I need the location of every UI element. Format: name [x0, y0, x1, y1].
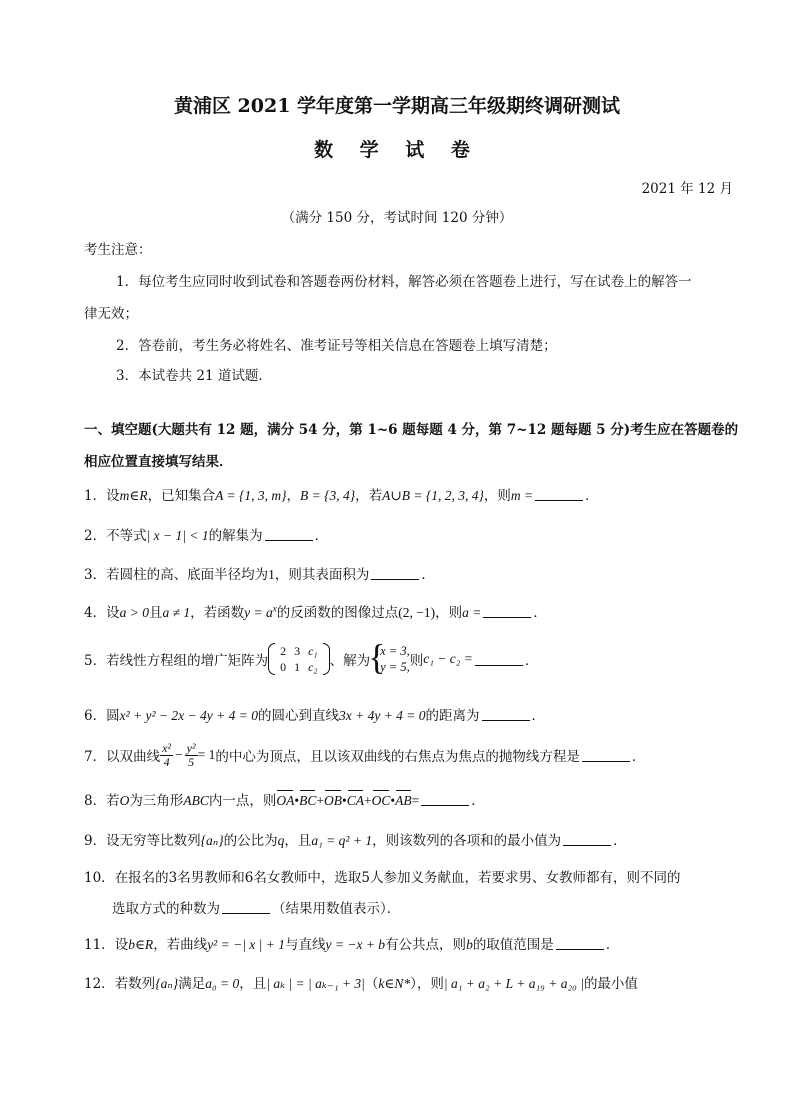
q8-text-e: 内一点，则 [208, 793, 277, 809]
q4-math-b: a > 0 [119, 605, 149, 620]
fraction-numerator: x² [162, 740, 172, 755]
q9-text-c: 的公比为 [223, 833, 278, 849]
plus-operator: + [316, 793, 324, 808]
q12-text-g: （ [364, 976, 379, 992]
question-number: 11． [84, 937, 115, 953]
answer-blank[interactable] [483, 605, 531, 618]
vector-bc: BC [299, 793, 317, 808]
q12-text-i: ），则 [410, 976, 444, 992]
solution-system [370, 643, 410, 675]
q1-math-b: m∈R [119, 488, 148, 503]
q3-text-a: 若圆柱的高、底面半径均为 [106, 567, 269, 583]
dot-operator: • [390, 793, 396, 808]
q5-text-a: 若线性方程组的增广矩阵为 [106, 653, 269, 669]
fraction [185, 742, 198, 769]
q8-text-a: 若 [106, 793, 120, 809]
q11-text-i: 的取值范围是 [472, 937, 554, 953]
q12-math-h: k∈N* [378, 976, 411, 991]
q2-text-c: 的解集为 [208, 528, 263, 544]
q5-text-b: 、解为 [329, 653, 371, 669]
matrix-cell: 0 [280, 660, 287, 674]
q5-text-c: 则 [409, 653, 424, 669]
q9-text-e: ，且 [284, 833, 312, 849]
matrix-cell: 2 [280, 644, 287, 658]
q9-math-d: q [277, 833, 285, 848]
vector-ca: CA [346, 793, 364, 808]
q12-text-l: 的最小值 [583, 976, 638, 992]
question-1 [84, 484, 599, 504]
q12-text-a: 若数列 [114, 976, 156, 992]
q7-text-a: 以双曲线 [106, 749, 161, 765]
dot-operator: • [341, 793, 347, 808]
answer-blank[interactable] [482, 708, 530, 721]
q4-end: ． [533, 605, 547, 621]
q11-math-b: b∈R [128, 937, 154, 952]
question-number: 3． [84, 567, 107, 583]
q8-math-b: O [119, 793, 130, 808]
q2-math-b: | x − 1| < 1 [146, 528, 209, 543]
dot-operator: • [294, 793, 300, 808]
system-line-2: y = 5, [380, 660, 410, 674]
q4-text-i: ，则 [435, 605, 463, 621]
q2-text-a: 不等式 [106, 528, 147, 544]
question-number: 8． [84, 793, 107, 809]
q11-text-a: 设 [114, 937, 129, 953]
answer-blank[interactable] [222, 901, 270, 914]
q12-math-j: | a₁ + a₂ + L + a₁₉ + a₂₀ | [443, 976, 584, 991]
q6-end: ． [531, 708, 546, 724]
q11-text-g: 有公共点，则 [385, 937, 467, 953]
question-11 [84, 933, 619, 953]
system-line-1: { x = 3, [380, 644, 410, 658]
q9-math-b: {aₙ} [200, 833, 224, 848]
vector-oc: OC [371, 793, 391, 808]
answer-blank[interactable] [371, 567, 419, 580]
matrix-cell: 3 [294, 644, 301, 658]
question-10 [84, 866, 680, 886]
exam-title: 黄浦区 2021 学年度第一学期高三年级期终调研测试 [173, 95, 621, 117]
q4-text-e: ，若函数 [190, 605, 245, 621]
answer-blank[interactable] [475, 653, 523, 666]
question-number: 9． [84, 833, 107, 849]
q12-math-b: {aₙ} [155, 976, 179, 991]
q4-math-j: a = [462, 605, 482, 620]
q9-text-g: ，则该数列的各项和的最小值为 [372, 833, 562, 849]
q5-math-d: c₁ − c₂ = [423, 651, 473, 666]
q3-end: ． [421, 567, 435, 583]
answer-blank[interactable] [563, 833, 611, 846]
section-1-heading-line-2: 相应位置直接填写结果． [84, 454, 233, 470]
question-6 [84, 704, 545, 724]
q11-end: ． [605, 937, 620, 953]
q11-math-d: y² = −| x | + 1 [207, 937, 285, 952]
q11-math-h: b [466, 937, 473, 952]
question-number: 12． [84, 976, 115, 992]
answer-blank[interactable] [421, 793, 469, 806]
note-item-2: 2．答卷前，考生务必将姓名、准考证号等相关信息在答题卷上填写清楚； [116, 338, 557, 354]
q4-text-a: 设 [106, 605, 120, 621]
question-9 [84, 829, 627, 849]
q11-text-c: ，若曲线 [153, 937, 208, 953]
q9-end: ． [613, 833, 627, 849]
q6-text-c: 的圆心到直线 [257, 708, 339, 724]
minus-sign: − [175, 747, 183, 762]
q4-text-g: 的反函数的图像过点 [276, 605, 399, 621]
q1-math-d: A = {1, 3, m} [215, 488, 287, 503]
question-number: 10． [84, 870, 115, 886]
note-item-3: 3．本试卷共 21 道试题． [116, 368, 272, 384]
fraction-numerator: y² [186, 740, 196, 755]
q1-text-g: ，若 [355, 488, 383, 504]
q8-text-c: 为三角形 [129, 793, 184, 809]
question-number: 7． [84, 749, 107, 765]
augmented-matrix [268, 643, 330, 675]
question-number: 6． [84, 708, 107, 724]
score-info: （满分 150 分，考试时间 120 分钟） [281, 210, 513, 226]
question-4 [84, 601, 547, 621]
q6-text-a: 圆 [106, 708, 120, 724]
answer-blank[interactable] [582, 749, 630, 762]
question-number: 5． [84, 653, 107, 669]
vector-ab: AB [395, 793, 412, 808]
exam-subtitle: 数 学 试 卷 [314, 139, 480, 161]
answer-blank[interactable] [556, 937, 604, 950]
matrix-cell: 1 [294, 660, 301, 674]
q1-text-a: 设 [106, 488, 120, 504]
q8-math-d: ABC [183, 793, 209, 808]
answer-blank[interactable] [265, 528, 313, 541]
q6-math-d: 3x + 4y + 4 = 0 [338, 708, 426, 723]
q10-text-a: 选取方式的种数为 [112, 901, 220, 917]
question-10-line-2 [112, 897, 400, 917]
question-number: 1． [84, 488, 107, 504]
q12-text-c: 满足 [178, 976, 206, 992]
q7-text-b: 的中心为顶点，且以该双曲线的右焦点为焦点的抛物线方程是 [215, 749, 580, 765]
q11-math-f: y = −x + b [325, 937, 386, 952]
q10-text-b: （结果用数值表示）． [272, 901, 401, 917]
q7-end: ． [631, 749, 646, 765]
note-item-1-line-1: 1．每位考生应同时收到试卷和答题卷两份材料，解答必须在答题卷上进行，写在试卷上的解答一 [116, 274, 692, 290]
q9-math-f: a₁ = q² + 1 [311, 833, 373, 848]
q1-math-j: m = [510, 488, 534, 503]
q8-end: ． [471, 793, 485, 809]
question-2 [84, 524, 328, 544]
answer-blank[interactable] [535, 488, 583, 501]
q4-exponent: x [272, 603, 277, 614]
equals-one: = 1 [197, 747, 216, 762]
question-number: 2． [84, 528, 107, 544]
matrix-cell: c₂ [308, 660, 318, 674]
q1-text-i: ，则 [483, 488, 511, 504]
fraction-denominator: 4 [163, 754, 170, 769]
q12-math-d: a₀ = 0 [205, 976, 240, 991]
q4-math-f: y = a [244, 605, 273, 620]
question-8 [84, 789, 485, 809]
exam-date: 2021 年 12 月 [641, 181, 733, 197]
q11-text-e: 与直线 [284, 937, 326, 953]
q1-text-e: ， [286, 488, 301, 504]
q9-text-a: 设无穷等比数列 [106, 833, 201, 849]
plus-operator: + [363, 793, 372, 808]
q10-line-1: 在报名的3名男教师和6名女教师中，选取5人参加义务献血，若要求男、女教师都有，则不同的 [114, 870, 681, 886]
q2-end: ． [314, 528, 329, 544]
vector-ob: OB [323, 793, 342, 808]
q1-text-c: ，已知集合 [147, 488, 216, 504]
vector-oa: OA [276, 793, 295, 808]
q6-math-b: x² + y² − 2x − 4y + 4 = 0 [119, 708, 258, 723]
section-1-heading-line-1: 一、填空题(大题共有 12 题，满分 54 分，第 1~6 题每题 4 分，第 7~12 题每题 5 分)考生应在答题卷的 [84, 422, 739, 438]
question-12 [84, 972, 638, 992]
question-5 [84, 636, 538, 682]
question-3 [84, 563, 435, 583]
note-item-1-line-2: 律无效； [84, 306, 138, 322]
q3-text-c: ，则其表面积为 [274, 567, 370, 583]
q1-math-h: A∪B = {1, 2, 3, 4} [382, 488, 484, 503]
matrix-cell: c₁ [308, 644, 318, 658]
notes-heading: 考生注意： [84, 242, 152, 258]
q6-text-e: 的距离为 [425, 708, 480, 724]
equals-sign: = [411, 793, 420, 808]
question-number: 4． [84, 605, 107, 621]
fraction [160, 742, 173, 769]
q12-math-f: | aₖ | = | aₖ₋₁ + 3| [266, 976, 365, 991]
q4-math-d: a ≠ 1 [162, 605, 191, 620]
q5-end: ． [524, 653, 539, 669]
q1-end: ． [585, 488, 599, 504]
q1-math-f: B = {3, 4} [300, 488, 356, 503]
q12-text-e: ，且 [239, 976, 267, 992]
question-7 [84, 736, 645, 774]
q4-math-h: (2, −1) [398, 605, 436, 620]
fraction-denominator: 5 [188, 754, 195, 769]
q4-text-c: 且 [148, 605, 163, 621]
q3-math-b: 1 [268, 567, 275, 582]
